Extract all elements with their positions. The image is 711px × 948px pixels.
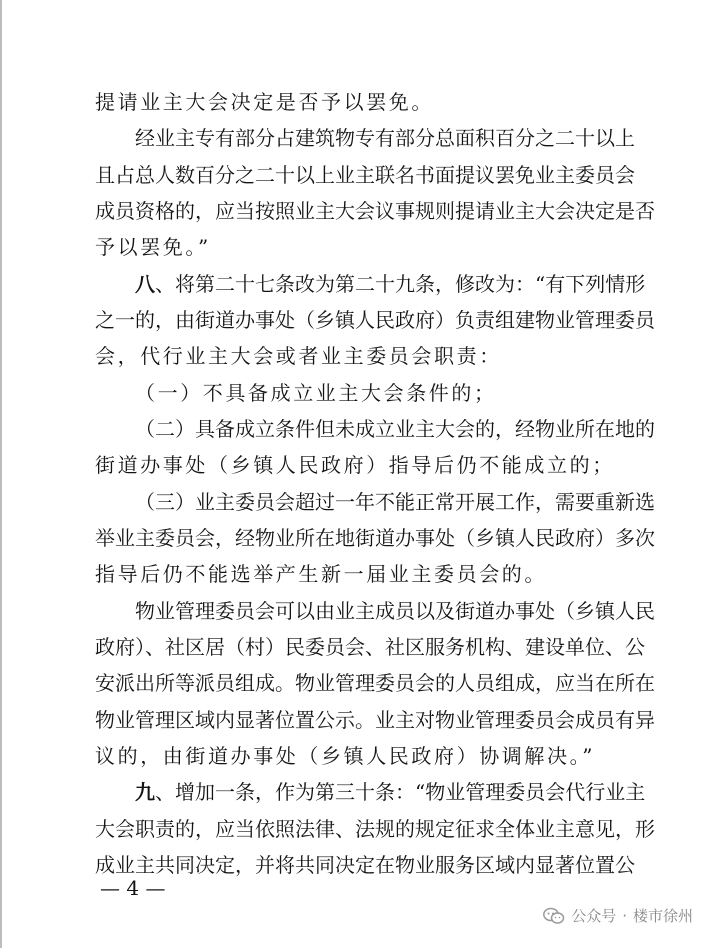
- text-line-21: 大会职责的，应当依照法律、法规的规定征求全体业主意见，形: [95, 817, 655, 841]
- text-line-1: 提请业主大会决定是否予以罢免。: [95, 90, 434, 114]
- text-line-16: 政府）、社区居（村）民委员会、社区服务机构、建设单位、公: [95, 635, 645, 659]
- watermark-account: 楼市徐州: [632, 907, 693, 925]
- text-line-9: （一）不具备成立业主大会条件的；: [135, 381, 497, 405]
- page-number: — 4 —: [100, 876, 166, 900]
- watermark-label: 公众号: [571, 907, 617, 925]
- text-line-7: 之一的，由街道办事处（乡镇人民政府）负责组建物业管理委员: [95, 308, 655, 332]
- text-line-10: （二）具备成立条件但未成立业主大会的，经物业所在地的: [135, 417, 655, 441]
- text-line-20: 九、增加一条，作为第三十条：“物业管理委员会代行业主: [135, 780, 646, 804]
- page-left-edge: [0, 0, 2, 948]
- text-line-13: 举业主委员会，经物业所在地街道办事处（乡镇人民政府）多次: [95, 526, 655, 550]
- wechat-icon: [543, 907, 565, 925]
- text-line-17: 安派出所等派员组成。物业管理委员会的人员组成，应当在所在: [95, 671, 655, 695]
- text-line-12: （三）业主委员会超过一年不能正常开展工作，需要重新选: [135, 490, 655, 514]
- text-line-11: 街道办事处（乡镇人民政府）指导后仍不能成立的；: [95, 453, 615, 477]
- text-line-19: 议的，由街道办事处（乡镇人民政府）协调解决。”: [95, 744, 596, 768]
- text-line-2: 经业主专有部分占建筑物专有部分总面积百分之二十以上: [135, 126, 635, 150]
- text-line-3: 且占总人数百分之二十以上业主联名书面提议罢免业主委员会: [95, 163, 635, 187]
- watermark-separator: ·: [622, 906, 627, 925]
- text-line-15: 物业管理委员会可以由业主成员以及街道办事处（乡镇人民: [135, 599, 655, 623]
- section-number-9: 九: [135, 780, 155, 804]
- text-line-6: 八、将第二十七条改为第二十九条，修改为：“有下列情形: [135, 272, 646, 296]
- text-line-8: 会，代行业主大会或者业主委员会职责：: [95, 344, 502, 368]
- text-line-18: 物业管理区域内显著位置公示。业主对物业管理委员会成员有异: [95, 708, 655, 732]
- text-line-4: 成员资格的，应当按照业主大会议事规则提请业主大会决定是否: [95, 199, 655, 223]
- section-number-8: 八: [135, 272, 155, 296]
- text-line-22: 成业主共同决定，并将共同决定在物业服务区域内显著位置公: [95, 853, 635, 877]
- account-watermark: [543, 905, 693, 926]
- text-line-5: 予以罢免。”: [95, 235, 211, 259]
- text-line-14: 指导后仍不能选举产生新一届业主委员会的。: [95, 562, 547, 586]
